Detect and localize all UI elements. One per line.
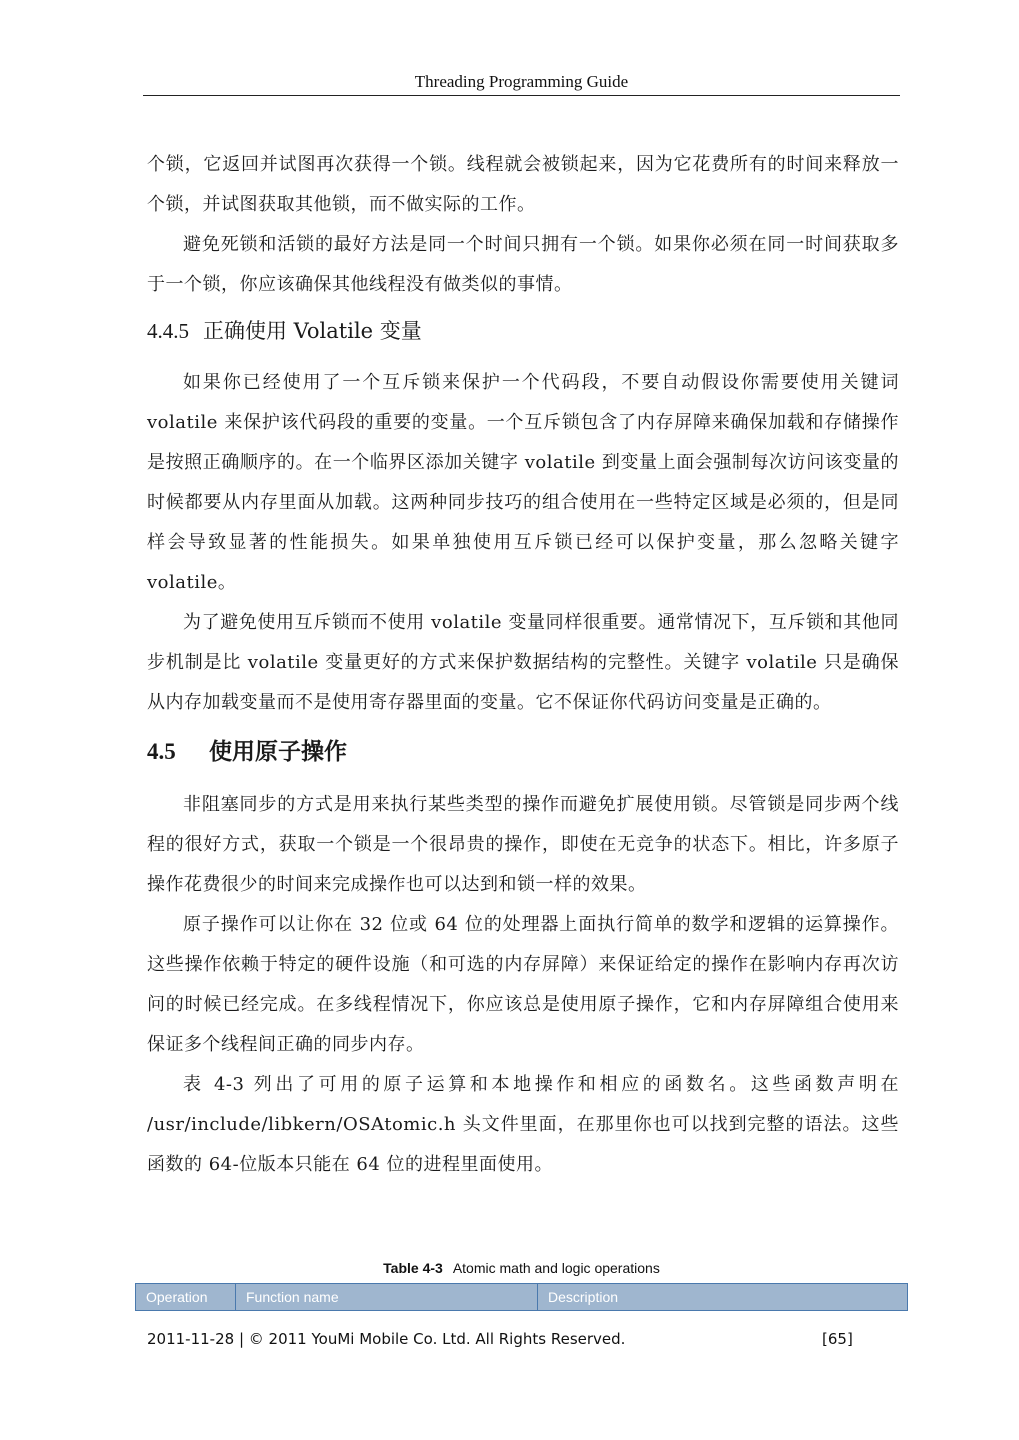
paragraph: 原子操作可以让你在 32 位或 64 位的处理器上面执行简单的数学和逻辑的运算操作。这些操作依赖于特定的硬件设施（和可选的内存屏障）来保证给定的操作在影响内存再次访问的时候已经完成。在多线程情况下，你应该总是使用原子操作，它和内存屏障组合使用来保证多个线程间正确的同步内存。 (147, 914, 899, 1055)
table-header-row (135, 1283, 908, 1311)
section-number: 4.4.5 (147, 319, 189, 343)
paragraph: 表 4-3 列出了可用的原子运算和本地操作和相应的函数名。这些函数声明在 /usr/include/libkern/OSAtomic.h 头文件里面，在那里你也可以找到完整的语法。这些函数的 64-位版本只能在 64 位的进程里面使用。 (147, 1074, 899, 1175)
column-header-function-name: Function name (236, 1284, 538, 1310)
table-caption-text: Atomic math and logic operations (452, 1260, 660, 1276)
section-number: 4.5 (147, 739, 176, 764)
section-title: 使用原子操作 (209, 738, 347, 765)
paragraph: 避免死锁和活锁的最好方法是同一个时间只拥有一个锁。如果你必须在同一时间获取多于一个锁，你应该确保其他线程没有做类似的事情。 (147, 234, 899, 295)
column-header-operation: Operation (136, 1284, 236, 1310)
paragraph: 为了避免使用互斥锁而不使用 volatile 变量同样很重要。通常情况下，互斥锁和其他同步机制是比 volatile 变量更好的方式来保护数据结构的完整性。关键字 volatile 只是确保从内存加载变量而不是使用寄存器里面的变量。它不保证你代码访问变量是正确的。 (147, 612, 899, 713)
section-heading-4-4-5 (147, 309, 899, 353)
page-number: [65] (822, 1330, 853, 1348)
header-divider (143, 95, 900, 96)
table-caption (135, 1260, 908, 1276)
paragraph: 非阻塞同步的方式是用来执行某些类型的操作而避免扩展使用锁。尽管锁是同步两个线程的很好方式，获取一个锁是一个很昂贵的操作，即使在无竞争的状态下。相比，许多原子操作花费很少的时间来完成操作也可以达到和锁一样的效果。 (147, 794, 899, 895)
section-heading-4-5 (147, 729, 899, 775)
footer-copyright: 2011-11-28 | © 2011 YouMi Mobile Co. Ltd. All Rights Reserved. (147, 1330, 626, 1348)
table-caption-label: Table 4-3 (383, 1260, 443, 1276)
paragraph: 个锁，它返回并试图再次获得一个锁。线程就会被锁起来，因为它花费所有的时间来释放一个锁，并试图获取其他锁，而不做实际的工作。 (147, 154, 899, 215)
page-footer (147, 1330, 867, 1348)
column-header-description: Description (548, 1289, 619, 1305)
paragraph: 如果你已经使用了一个互斥锁来保护一个代码段，不要自动假设你需要使用关键词 volatile 来保护该代码段的重要的变量。一个互斥锁包含了内存屏障来确保加载和存储操作是按照正确顺序的。在一个临界区添加关键字 volatile 到变量上面会强制每次访问该变量的时候都要从内存里面从加载。这两种同步技巧的组合使用在一些特定区域是必须的，但是同样会导致显著的性能损失。如果单独使用互斥锁已经可以保护变量，那么忽略关键字 volatile。 (147, 372, 899, 593)
section-title: 正确使用 Volatile 变量 (203, 319, 422, 343)
running-header: Threading Programming Guide (414, 72, 629, 91)
body-text (147, 145, 899, 1185)
